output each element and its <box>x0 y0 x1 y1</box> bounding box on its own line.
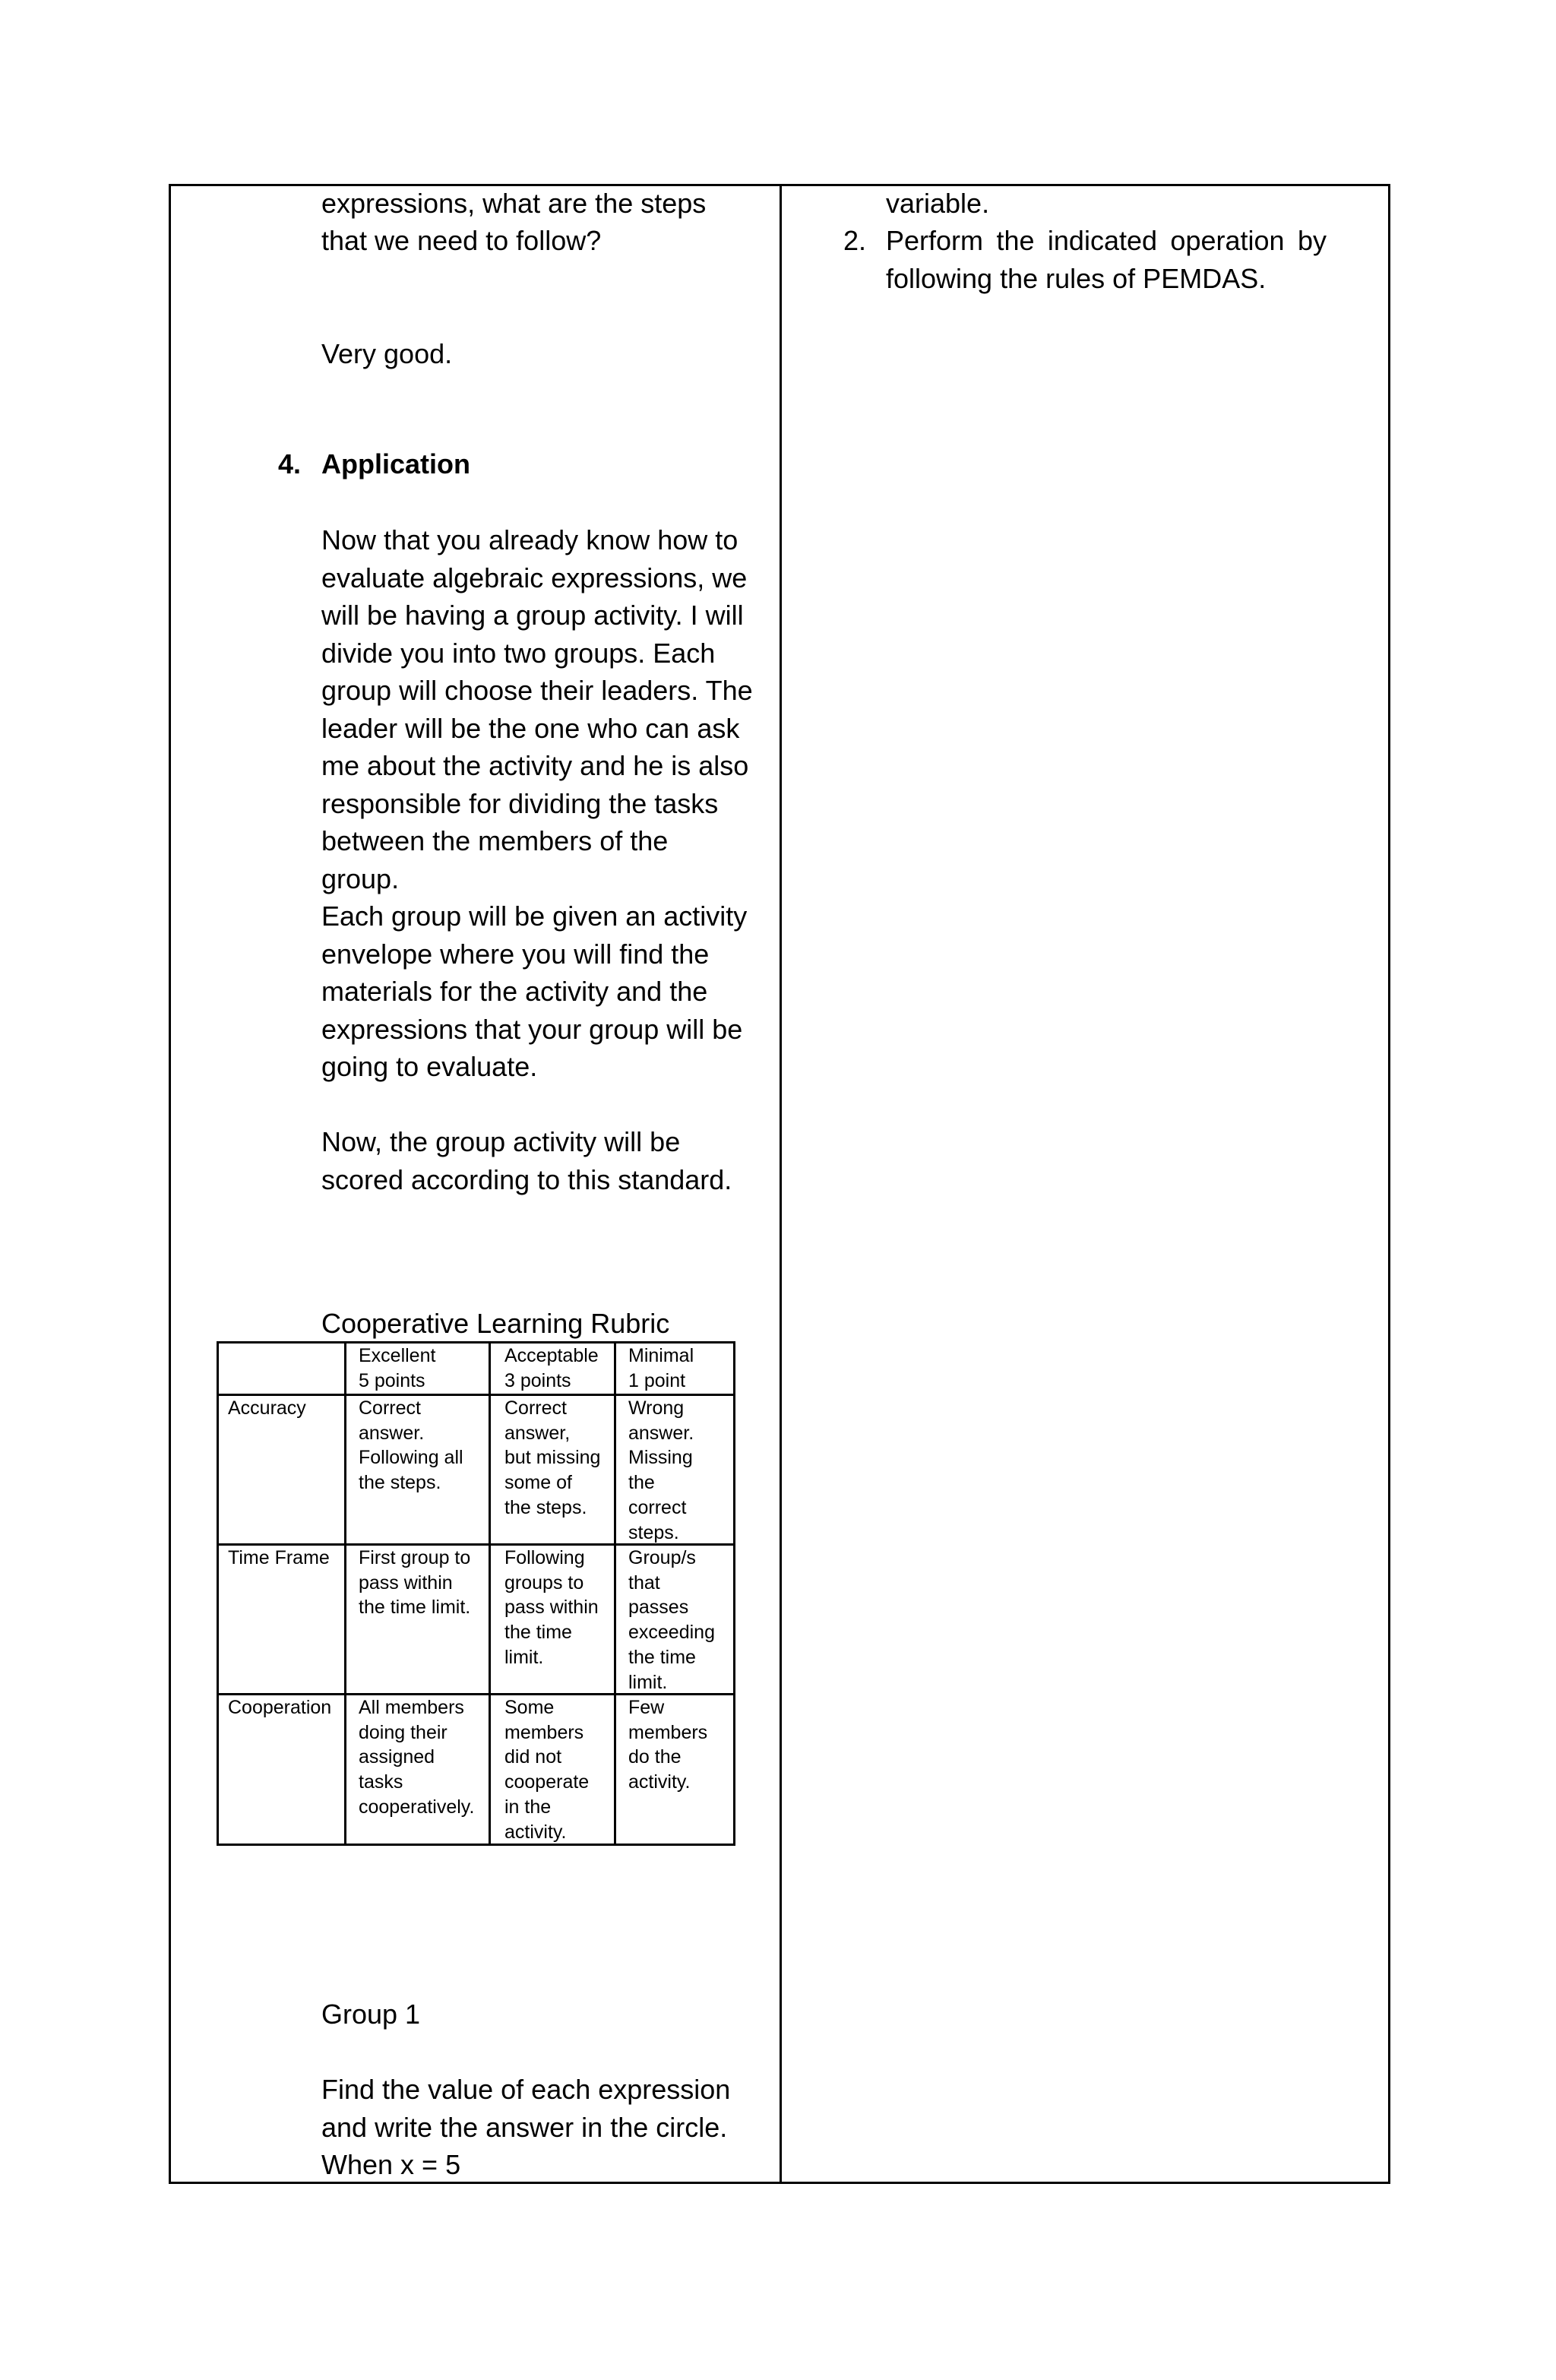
right-item-number: 2. <box>843 225 866 256</box>
rubric-cell-excellent: assigned <box>359 1746 435 1768</box>
rubric-cell-excellent: the time limit. <box>359 1597 471 1619</box>
rubric-header-cell: 3 points <box>504 1369 571 1391</box>
rubric-cell-minimal: Missing <box>628 1447 693 1469</box>
rubric-cell-excellent: Correct <box>359 1397 421 1419</box>
rubric-cell-acceptable: limit. <box>504 1646 544 1668</box>
rubric-cell-minimal: Group/s <box>628 1547 696 1568</box>
rubric-cell-minimal: members <box>628 1721 708 1743</box>
section-number: 4. <box>277 448 301 479</box>
rubric-cell-acceptable: some of <box>504 1472 572 1494</box>
rubric-cell-acceptable: members <box>504 1721 584 1743</box>
rubric-cell-excellent: pass within <box>359 1571 453 1594</box>
rubric-col-line-2 <box>489 1341 491 1846</box>
rubric-col-line-3 <box>614 1341 616 1846</box>
rubric-cell-acceptable: Correct <box>504 1397 567 1419</box>
paragraph-line: going to evaluate. <box>321 1051 538 1082</box>
rubric-cell-minimal: the <box>628 1472 655 1494</box>
rubric-col-line-1 <box>344 1341 346 1846</box>
rubric-cell-minimal: passes <box>628 1597 689 1619</box>
section-title: Application <box>321 448 470 479</box>
rubric-title: Cooperative Learning Rubric <box>321 1308 670 1339</box>
rubric-cell-excellent: Following all <box>359 1447 463 1469</box>
rubric-cell-acceptable: did not <box>504 1746 562 1768</box>
paragraph-line: responsible for dividing the tasks <box>321 787 719 819</box>
rubric-cell-acceptable: the time <box>504 1622 572 1644</box>
rubric-cell-excellent: answer. <box>359 1422 425 1444</box>
paragraph-line: me about the activity and he is also <box>321 750 749 781</box>
rubric-cell-acceptable: in the <box>504 1796 552 1818</box>
intro-line-1: expressions, what are the steps <box>321 188 707 219</box>
rubric-criterion: Cooperation <box>228 1697 332 1718</box>
rubric-cell-acceptable: Following <box>504 1547 585 1568</box>
rubric-header-cell: Acceptable <box>504 1345 599 1366</box>
paragraph-line: evaluate algebraic expressions, we <box>321 562 748 593</box>
paragraph-line: Now, the group activity will be <box>321 1126 681 1157</box>
rubric-header-cell: 1 point <box>628 1369 686 1391</box>
paragraph-line: divide you into two groups. Each <box>321 637 716 669</box>
paragraph-line: group will choose their leaders. The <box>321 675 753 706</box>
paragraph-line: between the members of the <box>321 825 669 856</box>
rubric-cell-minimal: the time <box>628 1646 696 1668</box>
column-divider <box>780 184 782 2184</box>
rubric-cell-acceptable: cooperate <box>504 1771 590 1793</box>
instruction-line: and write the answer in the circle. <box>321 2111 728 2143</box>
rubric-header-cell: 5 points <box>359 1369 425 1391</box>
paragraph-line: Each group will be given an activity <box>321 900 748 932</box>
paragraph-line: envelope where you will find the <box>321 938 710 970</box>
rubric-cell-minimal: answer. <box>628 1422 694 1444</box>
rubric-cell-excellent: tasks <box>359 1771 403 1793</box>
rubric-cell-acceptable: groups to <box>504 1571 584 1594</box>
instruction-line: When x = 5 <box>321 2149 461 2180</box>
rubric-header-cell: Excellent <box>359 1345 436 1366</box>
group-label: Group 1 <box>321 1999 421 2030</box>
right-item-line-2: following the rules of PEMDAS. <box>886 263 1267 294</box>
rubric-cell-acceptable: Some <box>504 1697 555 1718</box>
rubric-cell-excellent: All members <box>359 1697 464 1718</box>
rubric-cell-minimal: that <box>628 1571 660 1594</box>
very-good-text: Very good. <box>321 338 453 369</box>
paragraph-line: materials for the activity and the <box>321 976 708 1007</box>
paragraph-line: Now that you already know how to <box>321 524 738 555</box>
rubric-criterion: Time Frame <box>228 1547 330 1568</box>
rubric-cell-acceptable: pass within <box>504 1597 599 1619</box>
right-item-line-1: Perform the indicated operation by <box>886 225 1327 256</box>
paragraph-line: leader will be the one who can ask <box>321 712 740 744</box>
paragraph-line: scored according to this standard. <box>321 1163 732 1195</box>
rubric-cell-acceptable: but missing <box>504 1447 601 1469</box>
rubric-header-cell: Minimal <box>628 1345 694 1366</box>
rubric-cell-acceptable: activity. <box>504 1821 567 1843</box>
rubric-cell-acceptable: answer, <box>504 1422 571 1444</box>
instruction-line: Find the value of each expression <box>321 2074 731 2105</box>
rubric-cell-minimal: do the <box>628 1746 682 1768</box>
rubric-cell-excellent: doing their <box>359 1721 448 1743</box>
rubric-cell-acceptable: the steps. <box>504 1496 587 1518</box>
rubric-cell-minimal: activity. <box>628 1771 691 1793</box>
paragraph-line: will be having a group activity. I will <box>321 600 744 631</box>
rubric-cell-minimal: limit. <box>628 1671 668 1693</box>
rubric-cell-minimal: Wrong <box>628 1397 685 1419</box>
rubric-cell-minimal: correct <box>628 1496 687 1518</box>
rubric-cell-excellent: cooperatively. <box>359 1796 475 1818</box>
paragraph-line: group. <box>321 862 400 894</box>
rubric-cell-excellent: First group to <box>359 1547 471 1568</box>
rubric-cell-excellent: the steps. <box>359 1472 441 1494</box>
rubric-cell-minimal: steps. <box>628 1521 679 1543</box>
rubric-cell-minimal: exceeding <box>628 1622 715 1644</box>
paragraph-line: expressions that your group will be <box>321 1013 743 1045</box>
right-line-variable: variable. <box>886 188 990 219</box>
intro-line-2: that we need to follow? <box>321 225 602 256</box>
rubric-cell-minimal: Few <box>628 1697 665 1718</box>
rubric-criterion: Accuracy <box>228 1397 306 1419</box>
